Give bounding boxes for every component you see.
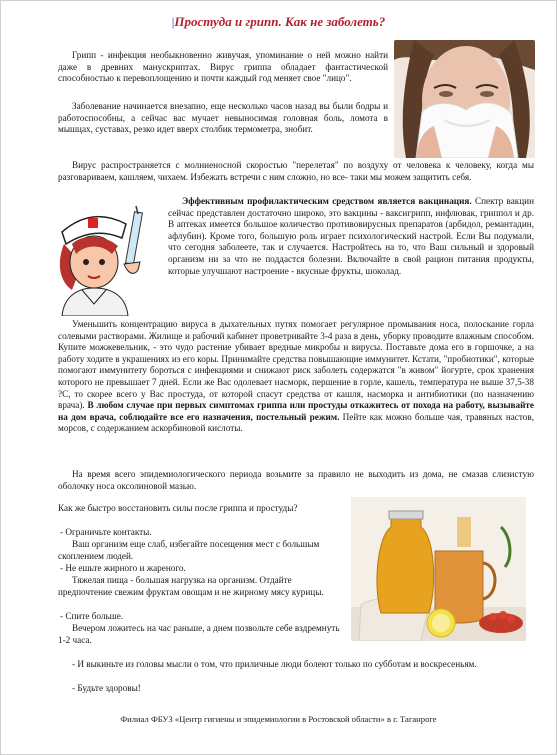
page-title: |Простуда и грипп. Как не заболеть? xyxy=(171,14,386,29)
tip-sleep-more: - Спите больше. xyxy=(60,611,124,621)
sneezing-woman-image xyxy=(394,40,535,158)
text-cursor-icon: | xyxy=(171,14,175,29)
paragraph-prevention xyxy=(58,319,534,435)
tip-no-fatty-food: - Не ешьте жирного и жареного. xyxy=(60,563,186,573)
vaccination-text: Спектр вакцин сейчас представлен достаточно широко, это вакцины - ваксигрипп, инфлювак, гриппол и др. В аптеках имеется большое количество противовирусных препаратов (арбидол, ремантадин, афлубин). Кроме того, большую роль играет психологический настрой. Если Вы подумали, что сегодня заболеете, так и случается. Настройтесь на то, что Ваш сильный и здоровый организм ни за что не поддастся болезни. Включайте в свой рацион питания продукты, которые улучшают настроение - вкусные фрукты, шоколад. xyxy=(168,196,534,276)
prevention-end: Пейте как можно больше чая, травяных настов, морсов, с содержанием аскорбиновой кислоты. xyxy=(58,411,535,434)
vaccination-heading: Эффективным профилактическим средством является вакцинация. xyxy=(182,196,472,206)
closing-wish: - Будьте здоровы! xyxy=(72,683,141,693)
paragraph-flu-intro: Грипп - инфекция необыкновенно живучая, упоминание о ней можно найти даже в древних манускриптах. Вирус гриппа обладает фантастической способностью к перевоплощению и почти каждый год меняет свое "лицо". xyxy=(58,50,388,84)
recovery-question: Как же быстро восстановить силы после гриппа и простуды? xyxy=(58,503,298,513)
tip-no-fatty-food-text: Тяжелая пища - большая нагрузка на организм. Отдайте предпочтение свежим фруктам овощам и не жирному мясу курицы. xyxy=(58,575,324,597)
tip-sleep-more-text: Вечером ложитесь на час раньше, а днем позвольте себе вздремнуть 1-2 часа. xyxy=(58,623,340,645)
paragraph-vaccination xyxy=(168,196,534,277)
prevention-bold-advice: В любом случае при первых симптомах гриппа или простуды откажитесь от похода на работу, вызывайте на дом врача, соблюдайте все его назначения, постельный режим. xyxy=(58,400,534,422)
paragraph-onset: Заболевание начинается внезапно, еще несколько часов назад вы были бодры и работоспособны, а сейчас вас мучает невыносимая головная боль, ломота в мышцах, суставах, резко идет вверх столбик термометра, знобит. xyxy=(58,101,388,135)
prevention-text: Уменьшить концентрацию вируса в дыхательных путях помогает регулярное промывания носа, полоскание горла солевыми растворами. Жилище и рабочий кабинет проветривайте 3-4 раза в день, уборку проводите влажным способом. Купите можжевельник, - это чудо растение убивает вредные микробы и вирусы. Поставьте дома его в горшочке, а на работу ходите в украшениях из его коры. Принимайте средства повышающие иммунитет. Кстати, "пробиотики", которые помогают иммунитету бороться с инфекциями и снижают риск заболеть содержатся "в живом" йогурте, срок хранения которого не превышает 7 дней. Если же Вас одолевает насморк, першение в горле, кашель, температура не выше 37,5-38 ?С, то скорее всего у Вас простуда, от которой спасут средства от кашля, насморка и антибиотики (по назначению врача). xyxy=(58,319,534,411)
tip-limit-contacts: - Ограничьте контакты. xyxy=(60,527,152,537)
nurse-with-syringe-image xyxy=(42,204,162,316)
tip-limit-contacts-text: Ваш организм еще слаб, избегайте посещения мест с большым скоплением людей. xyxy=(58,539,320,561)
tea-honey-lemon-image xyxy=(351,497,526,641)
tip-sick-days: - И выкиньте из головы мысли о том, что приличные люди болеют только по субботам и воскресеньям. xyxy=(72,659,477,669)
paragraph-spread: Вирус распространяется с молниеносной скоростью "перелетая" по воздуху от человека к человеку, когда мы разговариваем, кашляем, чихаем. Избежать встречи с ним сложно, но все- таки мы можем защитить себя. xyxy=(58,160,534,182)
paragraph-oxolinic: На время всего эпидемиологического периода возьмите за правило не выходить из дома, не смазав слизистую оболочку носа оксолиновой мазью. xyxy=(58,469,534,491)
footer-organization: Филиал ФБУЗ «Центр гигиены и эпидемиологии в Ростовской области» в г. Таганроге xyxy=(120,714,437,724)
